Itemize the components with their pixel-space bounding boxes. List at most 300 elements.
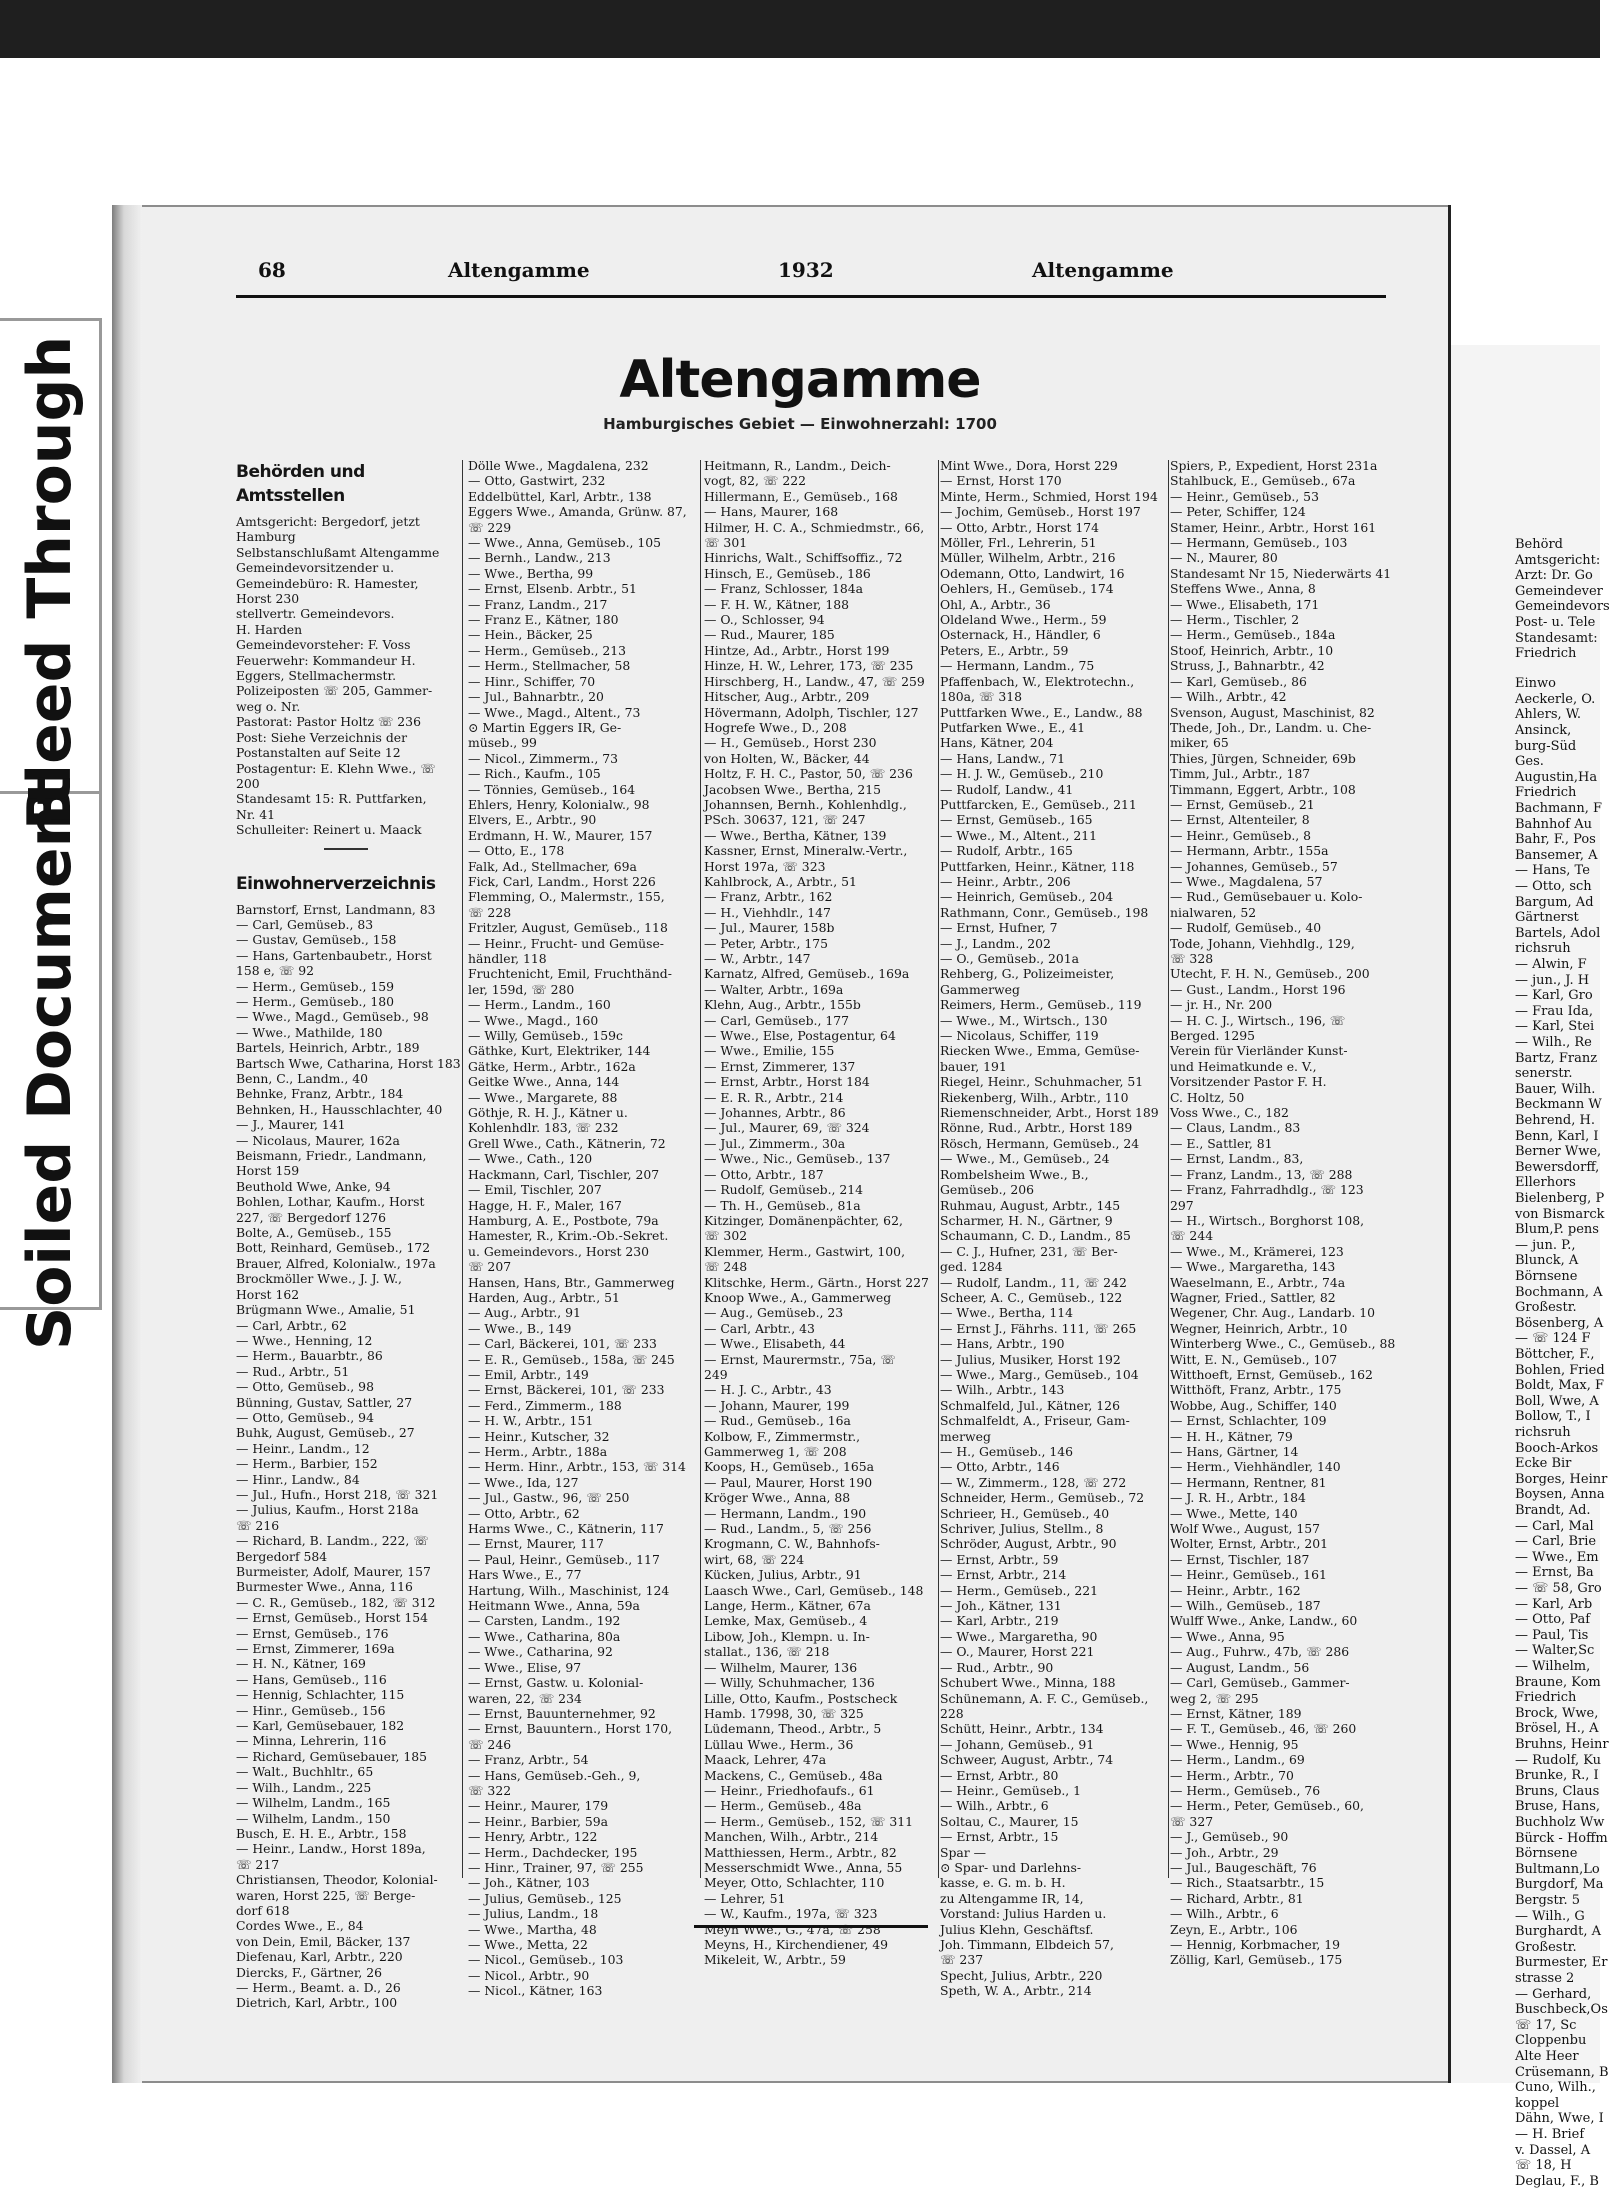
- directory-entry: — Wwe., Margarete, 88: [468, 1089, 618, 1105]
- directory-entry: 200: [236, 775, 260, 791]
- directory-entry: Bartels, Heinrich, Arbtr., 189: [236, 1040, 420, 1056]
- directory-entry: Mackens, C., Gemüseb., 48a: [704, 1767, 883, 1783]
- directory-entry: — Ernst, Tischler, 187: [1170, 1551, 1310, 1567]
- directory-entry: Rönne, Rud., Arbtr., Horst 189: [940, 1120, 1133, 1136]
- directory-entry: ☏ 301: [704, 535, 748, 551]
- directory-entry: Vorsitzender Pastor F. H.: [1170, 1074, 1327, 1090]
- directory-entry: — Emil, Arbtr., 149: [468, 1366, 589, 1382]
- directory-entry: — H., Gemüseb., Horst 230: [704, 735, 877, 751]
- directory-entry: Kolbow, F., Zimmermstr.,: [704, 1428, 861, 1444]
- directory-entry: Dölle Wwe., Magdalena, 232: [468, 458, 649, 473]
- directory-entry: — Jul., Bahnarbtr., 20: [468, 689, 604, 705]
- directory-entry: Berged. 1295: [1170, 1028, 1255, 1044]
- directory-entry: — Hermann, Gemüseb., 103: [1170, 535, 1348, 551]
- directory-entry: — W., Zimmerm., 128, ☏ 272: [940, 1474, 1127, 1490]
- directory-entry: Bünning, Gustav, Sattler, 27: [236, 1394, 413, 1410]
- directory-entry: Lemke, Max, Gemüseb., 4: [704, 1613, 868, 1629]
- directory-entry: — Julius, Landm., 18: [468, 1906, 599, 1922]
- directory-entry: — Ernst J., Fährhs. 111, ☏ 265: [940, 1320, 1137, 1336]
- directory-entry: Standesamt 15: R. Puttfarken,: [236, 791, 427, 807]
- directory-entry: Stoof, Heinrich, Arbtr., 10: [1170, 642, 1334, 658]
- adjacent-page-fragment: Braune, Kom: [1515, 1674, 1601, 1690]
- directory-entry: — Carl, Bäckerei, 101, ☏ 233: [468, 1336, 657, 1352]
- directory-entry: — Otto, E., 178: [468, 843, 565, 859]
- directory-entry: händler, 118: [468, 951, 547, 966]
- directory-entry: Osternack, H., Händler, 6: [940, 627, 1101, 643]
- directory-entry: — Wwe., Elisabeth, 171: [1170, 596, 1320, 612]
- directory-entry: Witthöft, Franz, Arbtr., 175: [1170, 1382, 1342, 1398]
- directory-entry: — Franz, Landm., 217: [468, 596, 608, 612]
- directory-entry: Hans, Kätner, 204: [940, 735, 1054, 751]
- adjacent-page-fragment: Beckmann W: [1515, 1097, 1602, 1113]
- adjacent-page-fragment: richsruh: [1515, 941, 1571, 957]
- directory-entry: — Heinr., Arbtr., 162: [1170, 1582, 1301, 1598]
- adjacent-page-fragment: Deglau, F., B: [1515, 2173, 1599, 2189]
- page-number: 68: [258, 258, 286, 282]
- directory-entry: — Herm., Stellmacher, 58: [468, 658, 631, 674]
- directory-entry: — H., Viehhdlr., 147: [704, 904, 831, 920]
- directory-entry: von Dein, Emil, Bäcker, 137: [236, 1933, 411, 1949]
- directory-entry: Feuerwehr: Kommandeur H.: [236, 652, 416, 668]
- directory-entry: Putfarken Wwe., E., 41: [940, 719, 1086, 735]
- adjacent-page-fragment: Bargum, Ad: [1515, 894, 1594, 910]
- adjacent-page-fragment: Friedrich: [1515, 1690, 1577, 1706]
- directory-entry: waren, 22, ☏ 234: [468, 1690, 582, 1706]
- directory-entry: Karnatz, Alfred, Gemüseb., 169a: [704, 966, 910, 982]
- directory-entry: — Wilhelm, Landm., 165: [236, 1795, 391, 1811]
- directory-entry: Koops, H., Gemüseb., 165a: [704, 1459, 875, 1475]
- adjacent-page-fragment: — Paul, Tis: [1515, 1627, 1589, 1643]
- directory-entry: Schmalfeld, Jul., Kätner, 126: [940, 1397, 1120, 1413]
- directory-entry: — Franz, Schlosser, 184a: [704, 581, 863, 597]
- directory-entry: PSch. 30637, 121, ☏ 247: [704, 812, 866, 828]
- directory-entry: — Carl, Gemüseb., 177: [704, 1012, 850, 1028]
- directory-entry: — Jul., Hufn., Horst 218, ☏ 321: [236, 1486, 439, 1502]
- directory-entry: Hamburg: [236, 529, 296, 545]
- directory-entry: Gemeindebüro: R. Hamester,: [236, 575, 419, 591]
- directory-entry: — Heinr., Gemüseb., 1: [940, 1782, 1082, 1798]
- adjacent-page-fragment: Brock, Wwe,: [1515, 1705, 1599, 1721]
- directory-entry: Hitscher, Aug., Arbtr., 209: [704, 689, 870, 705]
- directory-entry: Wolf Wwe., August, 157: [1170, 1521, 1321, 1537]
- directory-entry: H. Harden: [236, 621, 303, 637]
- directory-entry: — N., Maurer, 80: [1170, 550, 1278, 566]
- directory-entry: Joh. Timmann, Elbdeich 57,: [940, 1937, 1114, 1952]
- directory-entry: — Wwe., M., Altent., 211: [940, 827, 1097, 843]
- directory-entry: — Franz, Arbtr., 54: [468, 1752, 589, 1768]
- directory-entry: — Wwe., M., Krämerei, 123: [1170, 1243, 1344, 1259]
- directory-entry: stallat., 136, ☏ 218: [704, 1644, 830, 1660]
- adjacent-page-fragment: Burgdorf, Ma: [1515, 1877, 1604, 1893]
- directory-entry: — Heinr., Kutscher, 32: [468, 1428, 610, 1444]
- directory-entry: — Walt., Buchhltr., 65: [236, 1764, 374, 1780]
- adjacent-page-fragment: Booch-Arkos: [1515, 1440, 1599, 1456]
- adjacent-page-fragment: Börnsene: [1515, 1846, 1578, 1862]
- directory-entry: — Hinr., Gemüseb., 156: [236, 1702, 386, 1718]
- directory-entry: ☏ 228: [468, 904, 512, 920]
- directory-entry: ☏ 229: [468, 519, 512, 535]
- directory-entry: — Tönnies, Gemüseb., 164: [468, 781, 636, 797]
- directory-entry: — Wwe., Marg., Gemüseb., 104: [940, 1366, 1139, 1382]
- directory-entry: — Ernst, Zimmerer, 169a: [236, 1641, 395, 1657]
- directory-entry: — Ernst, Landm., 83,: [1170, 1151, 1304, 1167]
- directory-entry: — Wilh., Arbtr., 6: [940, 1798, 1049, 1814]
- adjacent-page-fragment: — Wwe., Em: [1515, 1549, 1599, 1565]
- directory-entry: — Aug., Fuhrw., 47b, ☏ 286: [1170, 1644, 1350, 1660]
- directory-entry: Libow, Joh., Klempn. u. In-: [704, 1628, 870, 1644]
- directory-entry: ged. 1284: [940, 1259, 1003, 1275]
- directory-entry: Klitschke, Herm., Gärtn., Horst 227: [704, 1274, 929, 1290]
- directory-entry: — Wwe., B., 149: [468, 1320, 572, 1336]
- adjacent-page-fragment: — Wilhelm,: [1515, 1659, 1591, 1674]
- adjacent-page-fragment: Burmester, Er: [1515, 1955, 1608, 1971]
- adjacent-page-fragment: Bergstr. 5: [1515, 1893, 1580, 1908]
- directory-entry: — Rud., Gemüseb., 16a: [704, 1413, 851, 1429]
- directory-entry: — Wilhelm, Maurer, 136: [704, 1659, 858, 1675]
- directory-entry: — Wwe., Bertha, 114: [940, 1305, 1074, 1321]
- directory-entry: — Aug., Gemüseb., 23: [704, 1305, 844, 1321]
- directory-entry: Maack, Lehrer, 47a: [704, 1752, 827, 1768]
- directory-entry: — Wwe., Nic., Gemüseb., 137: [704, 1151, 891, 1167]
- directory-entry: Postanstalten auf Seite 12: [236, 745, 401, 761]
- directory-entry: — Willy, Gemüseb., 159c: [468, 1028, 623, 1044]
- adjacent-page-fragment: — Frau Ida,: [1515, 1003, 1593, 1019]
- directory-entry: — Gust., Landm., Horst 196: [1170, 981, 1346, 997]
- directory-entry: — Ernst, Arbtr., 214: [940, 1567, 1067, 1583]
- column-rule: [1168, 460, 1169, 1878]
- directory-entry: Lange, Herm., Kätner, 67a: [704, 1598, 871, 1614]
- directory-entry: Odemann, Otto, Landwirt, 16: [940, 565, 1125, 581]
- directory-entry: — Herm., Gemüseb., 184a: [1170, 627, 1336, 643]
- directory-entry: Thede, Joh., Dr., Landm. u. Che-: [1170, 719, 1372, 735]
- directory-entry: — H., Wirtsch., Borghorst 108,: [1170, 1212, 1365, 1228]
- adjacent-page-fragment: Friedrich: [1515, 646, 1577, 662]
- adjacent-page-fragment: Brunke, R., I: [1515, 1768, 1599, 1784]
- directory-entry: — Peter, Schiffer, 124: [1170, 504, 1306, 520]
- directory-entry: — Rudolf, Landm., 11, ☏ 242: [940, 1274, 1127, 1290]
- directory-entry: — Rud., Arbtr., 90: [940, 1659, 1054, 1675]
- directory-entry: Fritzler, August, Gemüseb., 118: [468, 920, 668, 936]
- directory-entry: — Jochim, Gemüseb., Horst 197: [940, 504, 1141, 520]
- directory-entry: Timm, Jul., Arbtr., 187: [1170, 766, 1311, 782]
- directory-entry: — H. H., Kätner, 79: [1170, 1428, 1293, 1444]
- directory-entry: — Herm., Tischler, 2: [1170, 612, 1300, 628]
- directory-entry: Steffens Wwe., Anna, 8: [1170, 581, 1316, 597]
- directory-entry: — Wwe., Martha, 48: [468, 1921, 597, 1937]
- directory-entry: Polizeiposten ☏ 205, Gammer-: [236, 683, 433, 699]
- directory-entry: Hinze, H. W., Lehrer, 173, ☏ 235: [704, 658, 914, 674]
- directory-entry: Utecht, F. H. N., Gemüseb., 200: [1170, 966, 1370, 982]
- directory-entry: — C. J., Hufner, 231, ☏ Ber-: [940, 1243, 1118, 1259]
- directory-entry: — Johannes, Arbtr., 86: [704, 1105, 846, 1121]
- adjacent-page-fragment: Bansemer, A: [1515, 847, 1598, 863]
- directory-entry: Julius Klehn, Geschäftsf.: [940, 1921, 1094, 1937]
- directory-entry: — Ernst, Gemüseb., 176: [236, 1625, 389, 1641]
- directory-entry: Minte, Herm., Schmied, Horst 194: [940, 488, 1158, 504]
- directory-entry: Soltau, C., Maurer, 15: [940, 1813, 1079, 1829]
- directory-entry: Reimers, Herm., Gemüseb., 119: [940, 997, 1142, 1013]
- directory-entry: — F. T., Gemüseb., 46, ☏ 260: [1170, 1721, 1357, 1737]
- directory-entry: Lüdemann, Theod., Arbtr., 5: [704, 1721, 882, 1737]
- directory-entry: Eddelbüttel, Karl, Arbtr., 138: [468, 488, 652, 504]
- section-divider: [324, 848, 368, 870]
- directory-entry: — Wwe., Anna, 95: [1170, 1628, 1285, 1644]
- adjacent-page-fragment: — Wilh., Re: [1515, 1035, 1592, 1050]
- directory-column-2: [468, 458, 694, 1999]
- adjacent-page-fragment: — Ernst, Ba: [1515, 1565, 1594, 1581]
- directory-entry: Diercks, F., Gärtner, 26: [236, 1964, 383, 1980]
- directory-entry: 227, ☏ Bergedorf 1276: [236, 1209, 386, 1225]
- directory-entry: — Wwe., Magd., Altent., 73: [468, 704, 641, 720]
- directory-entry: — Rudolf, Landw., 41: [940, 781, 1074, 797]
- directory-entry: Bartsch Wwe, Catharina, Horst 183: [236, 1055, 461, 1071]
- directory-entry: — Wwe., Else, Postagentur, 64: [704, 1028, 896, 1044]
- directory-entry: — Hans, Maurer, 168: [704, 504, 839, 520]
- adjacent-page-fragment: Behörd: [1515, 537, 1563, 552]
- directory-entry: Hartung, Wilh., Maschinist, 124: [468, 1582, 670, 1598]
- directory-entry: — Ferd., Zimmerm., 188: [468, 1397, 622, 1413]
- directory-entry: — Walter, Arbtr., 169a: [704, 981, 844, 997]
- directory-entry: Schaumann, C. D., Landm., 85: [940, 1228, 1131, 1244]
- directory-entry: ☏ 237: [940, 1952, 984, 1968]
- directory-entry: — Henry, Arbtr., 122: [468, 1829, 598, 1845]
- directory-entry: — Wilh., Arbtr., 42: [1170, 689, 1287, 705]
- directory-column-4: [940, 458, 1166, 1999]
- directory-entry: — Julius, Gemüseb., 125: [468, 1890, 622, 1906]
- directory-entry: — Ernst, Bauunternehmer, 92: [468, 1705, 656, 1721]
- adjacent-page-fragment: Bartels, Adol: [1515, 925, 1601, 941]
- directory-entry: Beuthold Wwe, Anke, 94: [236, 1178, 391, 1194]
- directory-entry: Zeyn, E., Arbtr., 106: [1170, 1921, 1298, 1937]
- directory-entry: Wulff Wwe., Anke, Landw., 60: [1170, 1613, 1358, 1629]
- directory-entry: ☏ 327: [1170, 1813, 1214, 1829]
- directory-entry: Knoop Wwe., A., Gammerweg: [704, 1289, 892, 1305]
- directory-entry: Messerschmidt Wwe., Anna, 55: [704, 1859, 903, 1875]
- directory-entry: müseb., 99: [468, 735, 537, 751]
- directory-entry: — Otto, Gastwirt, 232: [468, 473, 606, 489]
- directory-entry: — E., Sattler, 81: [1170, 1135, 1273, 1151]
- adjacent-page-fragment: — jun. P.,: [1515, 1237, 1576, 1253]
- directory-entry: Hinrichs, Walt., Schiffsoffiz., 72: [704, 550, 903, 566]
- directory-entry: Brauer, Alfred, Kolonialw., 197a: [236, 1255, 436, 1271]
- directory-entry: — Franz, Landm., 13, ☏ 288: [1170, 1166, 1353, 1182]
- directory-entry: ☏ 248: [704, 1259, 748, 1275]
- adjacent-page-fragment: Bauer, Wilh.: [1515, 1081, 1596, 1097]
- section-heading: Behörden und Amtsstellen: [236, 462, 365, 506]
- directory-entry: Möller, Frl., Lehrerin, 51: [940, 535, 1097, 551]
- directory-entry: — J. R. H., Arbtr., 184: [1170, 1490, 1306, 1506]
- directory-entry: Witt, E. N., Gemüseb., 107: [1170, 1351, 1338, 1367]
- running-head-year: 1932: [778, 258, 834, 282]
- directory-entry: — H. J. C., Arbtr., 43: [704, 1382, 832, 1398]
- directory-entry: — Lehrer, 51: [704, 1890, 786, 1906]
- directory-entry: Eggers, Stellmachermstr.: [236, 668, 397, 684]
- directory-entry: Kohlenhdlr. 183, ☏ 232: [468, 1120, 619, 1136]
- directory-entry: und Heimatkunde e. V.,: [1170, 1058, 1317, 1074]
- directory-entry: Heitmann Wwe., Anna, 59a: [468, 1598, 640, 1614]
- directory-entry: — Ernst, Arbtr., 59: [940, 1551, 1059, 1567]
- directory-entry: — Herm. Hinr., Arbtr., 153, ☏ 314: [468, 1459, 686, 1475]
- directory-entry: — Heinr., Arbtr., 206: [940, 873, 1071, 889]
- directory-entry: Kücken, Julius, Arbtr., 91: [704, 1567, 862, 1583]
- directory-entry: — Ernst, Kätner, 189: [1170, 1705, 1302, 1721]
- directory-entry: — Wilhelm, Landm., 150: [236, 1810, 391, 1826]
- directory-entry: Kitzinger, Domänenpächter, 62,: [704, 1212, 903, 1228]
- adjacent-page-fragment: Großestr.: [1515, 1939, 1577, 1955]
- directory-entry: — Nicol., Kätner, 163: [468, 1983, 603, 1999]
- directory-entry: Ehlers, Henry, Kolonialw., 98: [468, 796, 650, 812]
- directory-entry: Fruchtenicht, Emil, Fruchthänd-: [468, 966, 672, 982]
- directory-entry: — Ernst, Bäckerei, 101, ☏ 233: [468, 1382, 665, 1398]
- directory-entry: — Heinr., Barbier, 59a: [468, 1813, 609, 1829]
- directory-entry: Winterberg Wwe., C., Gemüseb., 88: [1170, 1336, 1396, 1352]
- directory-entry: — Herm., Gemüseb., 213: [468, 642, 627, 658]
- adjacent-page-fragment: Arzt: Dr. Go: [1515, 568, 1593, 584]
- directory-entry: Schrieer, H., Gemüseb., 40: [940, 1505, 1110, 1521]
- adjacent-page-fragment: — Alwin, F: [1515, 957, 1587, 972]
- adjacent-page-fragment: Benn, Karl, I: [1515, 1128, 1599, 1144]
- adjacent-page-fragment: Blum,P. pens: [1515, 1222, 1599, 1238]
- directory-entry: ☏ 207: [468, 1259, 512, 1275]
- directory-entry: ⊙ Spar- und Darlehns-: [940, 1859, 1082, 1875]
- directory-entry: — Heinr., Maurer, 179: [468, 1798, 609, 1814]
- directory-entry: — Willy, Schuhmacher, 136: [704, 1675, 875, 1691]
- directory-entry: ler, 159d, ☏ 280: [468, 981, 575, 997]
- directory-entry: merweg: [940, 1428, 991, 1444]
- directory-entry: Gemüseb., 206: [940, 1182, 1035, 1198]
- directory-entry: — Wwe., Margaretha, 143: [1170, 1259, 1336, 1275]
- adjacent-page-fragment: — ☏ 58, Gro: [1515, 1581, 1602, 1596]
- directory-entry: — Herm., Gemüseb., 180: [236, 993, 395, 1009]
- directory-entry: — H. W., Arbtr., 151: [468, 1413, 594, 1429]
- directory-entry: Nr. 41: [236, 806, 276, 822]
- directory-entry: Heitmann, R., Landm., Deich-: [704, 458, 891, 473]
- directory-entry: — Otto, Gemüseb., 94: [236, 1409, 374, 1425]
- directory-entry: Gäthke, Kurt, Elektriker, 144: [468, 1043, 651, 1059]
- directory-entry: Horst 230: [236, 591, 300, 607]
- directory-entry: — Hinr., Trainer, 97, ☏ 255: [468, 1859, 644, 1875]
- adjacent-page-fragment: — Gerhard,: [1515, 1986, 1592, 2002]
- directory-entry: — Franz, Fahrradhdlg., ☏ 123: [1170, 1182, 1364, 1198]
- adjacent-page-fragment: senerstr.: [1515, 1066, 1573, 1082]
- adjacent-page-fragment: Ahlers, W.: [1515, 707, 1581, 723]
- directory-entry: — Herm., Gemüseb., 48a: [704, 1798, 862, 1814]
- directory-entry: — Otto, Arbtr., 62: [468, 1505, 580, 1521]
- directory-entry: — Rich., Kaufm., 105: [468, 766, 601, 782]
- directory-entry: wirt, 68, ☏ 224: [704, 1551, 805, 1567]
- directory-entry: Kassner, Ernst, Mineralw.-Vertr.,: [704, 843, 908, 859]
- directory-entry: Bott, Reinhard, Gemüseb., 172: [236, 1240, 431, 1256]
- directory-entry: Ohl, A., Arbtr., 36: [940, 596, 1051, 612]
- directory-entry: Mint Wwe., Dora, Horst 229: [940, 458, 1118, 473]
- directory-entry: — Ernst, Maurer, 117: [468, 1536, 604, 1552]
- directory-entry: Hamester, R., Krim.-Ob.-Sekret.: [468, 1228, 669, 1244]
- directory-entry: Verein für Vierländer Kunst-: [1170, 1043, 1348, 1059]
- directory-entry: Oldeland Wwe., Herm., 59: [940, 612, 1107, 628]
- directory-entry: Horst 197a, ☏ 323: [704, 858, 826, 874]
- directory-entry: Selbstanschlußamt Altengamme: [236, 544, 440, 560]
- directory-entry: — Wilh., Landm., 225: [236, 1779, 372, 1795]
- directory-entry: — Wwe., Anna, Gemüseb., 105: [468, 535, 662, 551]
- directory-entry: — Herm., Peter, Gemüseb., 60,: [1170, 1798, 1364, 1814]
- directory-entry: — Hans, Gartenbaubetr., Horst: [236, 947, 432, 963]
- adjacent-page-fragment: Ecke Bir: [1515, 1456, 1572, 1472]
- directory-entry: — Herm., Barbier, 152: [236, 1456, 378, 1472]
- directory-entry: — Johann, Maurer, 199: [704, 1397, 850, 1413]
- directory-entry: Puttfarken, Heinr., Kätner, 118: [940, 858, 1135, 874]
- adjacent-page-fragment: ☏ 18, H: [1515, 2158, 1572, 2174]
- directory-entry: Meyns, H., Kirchendiener, 49: [704, 1937, 888, 1952]
- directory-entry: — Rudolf, Arbtr., 165: [940, 843, 1073, 859]
- directory-entry: Burmester Wwe., Anna, 116: [236, 1579, 413, 1595]
- directory-entry: — W., Arbtr., 147: [704, 951, 811, 966]
- adjacent-page-fragment: Bachmann, F: [1515, 801, 1603, 816]
- adjacent-page-fragment: Ansinck,: [1515, 723, 1572, 738]
- directory-entry: — Herm., Gemüseb., 159: [236, 978, 395, 994]
- directory-entry: — Jul., Maurer, 158b: [704, 920, 835, 936]
- adjacent-page-fragment: Bruse, Hans,: [1515, 1799, 1601, 1815]
- adjacent-page-fragment: Gemeindever: [1515, 583, 1603, 599]
- directory-entry: — Wwe., Catharina, 80a: [468, 1628, 621, 1644]
- directory-entry: — Wwe., Emilie, 155: [704, 1043, 835, 1059]
- directory-entry: — Rud., Maurer, 185: [704, 627, 835, 643]
- directory-entry: Tode, Johann, Viehhdlg., 129,: [1170, 935, 1355, 951]
- directory-entry: — O., Maurer, Horst 221: [940, 1644, 1095, 1660]
- directory-entry: Hagge, H. F., Maler, 167: [468, 1197, 622, 1213]
- directory-entry: miker, 65: [1170, 735, 1229, 751]
- directory-entry: — Paul, Maurer, Horst 190: [704, 1474, 873, 1490]
- adjacent-page-fragment: — Karl, Stei: [1515, 1019, 1595, 1035]
- directory-entry: — Ernst, Arbtr., 15: [940, 1829, 1059, 1845]
- directory-entry: Schneider, Herm., Gemüseb., 72: [940, 1490, 1145, 1506]
- adjacent-page-fragment: ☏ 17, Sc: [1515, 2017, 1577, 2033]
- directory-entry: Johannsen, Bernh., Kohlenhdlg.,: [704, 796, 907, 812]
- adjacent-page-fragment: v. Dassel, A: [1515, 2142, 1591, 2158]
- adjacent-page-fragment: Berner Wwe,: [1515, 1144, 1602, 1160]
- directory-entry: ☏ 244: [1170, 1228, 1214, 1244]
- directory-entry: Rathmann, Conr., Gemüseb., 198: [940, 904, 1149, 920]
- directory-entry: Kahlbrock, A., Arbtr., 51: [704, 873, 857, 889]
- directory-entry: Schulleiter: Reinert u. Maack: [236, 822, 422, 838]
- running-head-left: Altengamme: [448, 258, 590, 282]
- directory-entry: Harden, Aug., Arbtr., 51: [468, 1289, 620, 1305]
- adjacent-page-fragment: strasse 2: [1515, 1971, 1575, 1986]
- directory-entry: — Wwe., Magd., Gemüseb., 98: [236, 1009, 429, 1025]
- directory-entry: — Ernst, Arbtr., Horst 184: [704, 1074, 870, 1090]
- directory-entry: — Hans, Landw., 71: [940, 750, 1065, 766]
- directory-entry: — Carl, Gemüseb., Gammer-: [1170, 1675, 1350, 1691]
- directory-entry: — J., Gemüseb., 90: [1170, 1829, 1289, 1845]
- directory-entry: Ruhmau, August, Arbtr., 145: [940, 1197, 1121, 1213]
- directory-entry: — Wwe., Catharina, 92: [468, 1644, 613, 1660]
- directory-entry: — Richard, Gemüsebauer, 185: [236, 1748, 428, 1764]
- directory-entry: ☏ 322: [468, 1782, 512, 1798]
- adjacent-page-fragment: Alte Heer: [1515, 2049, 1579, 2064]
- directory-entry: — Wwe., Cath., 120: [468, 1151, 593, 1167]
- directory-entry: Diefenau, Karl, Arbtr., 220: [236, 1949, 403, 1965]
- directory-entry: Busch, E. H. E., Arbtr., 158: [236, 1825, 407, 1841]
- directory-entry: Wobbe, Aug., Schiffer, 140: [1170, 1397, 1337, 1413]
- adjacent-page-fragment: Bahnhof Au: [1515, 816, 1592, 832]
- directory-entry: — Herm., Beamt. a. D., 26: [236, 1979, 401, 1995]
- directory-entry: — jr. H., Nr. 200: [1170, 997, 1273, 1013]
- directory-entry: — August, Landm., 56: [1170, 1659, 1310, 1675]
- directory-entry: — Herm., Gemüseb., 152, ☏ 311: [704, 1813, 913, 1829]
- directory-entry: — Wwe., M., Gemüseb., 24: [940, 1151, 1110, 1167]
- directory-entry: Brügmann Wwe., Amalie, 51: [236, 1302, 416, 1318]
- directory-entry: — Nicol., Arbtr., 90: [468, 1967, 590, 1983]
- adjacent-page-fragment: — Karl, Gro: [1515, 988, 1593, 1004]
